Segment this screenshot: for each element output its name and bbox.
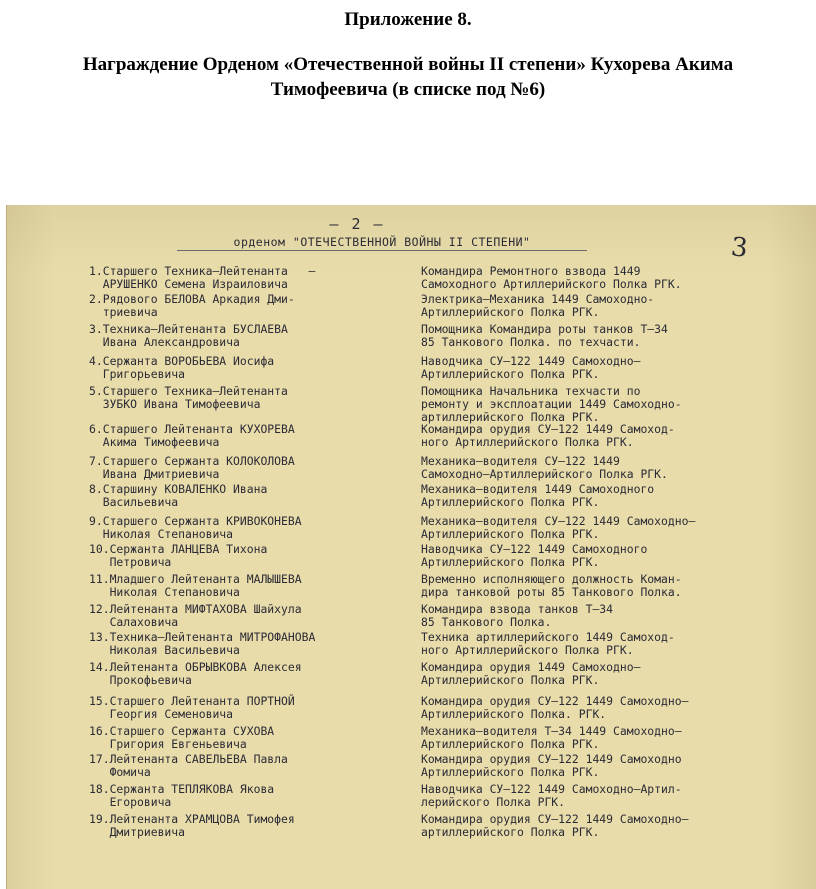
recipient-position-line: Механика–водителя Т–34 1449 Самоходно–	[421, 724, 682, 738]
recipient-position-line: Артиллерийского Полка РГК.	[421, 737, 600, 751]
recipient-name-line: 7.Старшего Сержанта КОЛОКОЛОВА	[89, 454, 295, 468]
handwritten-mark: 3	[729, 232, 750, 264]
recipient-name-line: Прокофьевича	[89, 673, 192, 687]
recipient-position-line: Механика–водителя СУ–122 1449 Самоходно–	[421, 514, 696, 528]
recipient-name-line: 12.Лейтенанта МИФТАХОВА Шайхула	[89, 602, 302, 616]
list-item	[7, 455, 816, 485]
recipient-name-line: 19.Лейтенанта ХРАМЦОВА Тимофея	[89, 812, 295, 826]
recipient-position-line: Артиллерийского Полка РГК.	[421, 305, 600, 319]
recipient-name-line: Николая Степановича	[89, 585, 240, 599]
recipient-position	[421, 753, 816, 779]
recipient-position	[421, 265, 816, 291]
recipient-name-line: Петровича	[89, 555, 172, 569]
recipient-name-line: Салаховича	[89, 615, 179, 629]
recipient-name-line: 18.Сержанта ТЕПЛЯКОВА Якова	[89, 782, 275, 796]
recipient-position-line: Самоходного Артиллерийского Полка РГК.	[421, 277, 682, 291]
recipient-name	[89, 603, 419, 629]
recipient-name-line: 16.Старшего Сержанта СУХОВА	[89, 724, 275, 738]
recipient-name	[89, 483, 419, 509]
recipient-name-line: 11.Младшего Лейтенанта МАЛЫШЕВА	[89, 572, 302, 586]
recipient-name-line: Ивана Дмитриевича	[89, 467, 220, 481]
recipient-position-line: Наводчика СУ–122 1449 Самоходного	[421, 542, 648, 556]
recipient-position	[421, 661, 816, 687]
recipient-position	[421, 725, 816, 751]
recipient-position-line: Наводчика СУ–122 1449 Самоходно–Артил-	[421, 782, 682, 796]
document-heading	[0, 8, 816, 102]
recipient-name-line: 3.Техника–Лейтенанта БУСЛАЕВА	[89, 322, 288, 336]
recipient-position-line: Командира орудия 1449 Самоходно–	[421, 660, 641, 674]
recipient-name	[89, 543, 419, 569]
list-item	[7, 293, 816, 323]
recipient-name-line: 17.Лейтенанта САВЕЛЬЕВА Павла	[89, 752, 288, 766]
list-item	[7, 265, 816, 295]
recipient-position	[421, 385, 816, 424]
appendix-title: Приложение 8.	[344, 9, 472, 30]
recipient-position-line: артиллерийского Полка РГК.	[421, 825, 600, 839]
recipient-name-line: АРУШЕНКО Семена Израиловича	[89, 277, 288, 291]
list-item	[7, 753, 816, 783]
recipient-name-line: 13.Техника–Лейтенанта МИТРОФАНОВА	[89, 630, 316, 644]
recipient-name-line: Егоровича	[89, 795, 172, 809]
recipient-position-line: Командира орудия СУ–122 1449 Самоходно–	[421, 694, 689, 708]
recipient-name	[89, 753, 419, 779]
recipient-position	[421, 695, 816, 721]
recipient-position-line: лерийского Полка РГК.	[421, 795, 566, 809]
list-item	[7, 725, 816, 755]
recipient-name-line: Дмитриевича	[89, 825, 186, 839]
recipient-position	[421, 355, 816, 381]
recipient-position-line: Артиллерийского Полка. РГК.	[421, 707, 607, 721]
recipient-name	[89, 631, 419, 657]
recipient-name-line: Васильевича	[89, 495, 179, 509]
recipient-position-line: артиллерийского Полка РГК.	[421, 410, 600, 424]
archival-document-scan	[6, 205, 816, 889]
recipient-position-line: Артиллерийского Полка РГК.	[421, 367, 600, 381]
recipient-position-line: ремонту и эксплоатации 1449 Самоходно-	[421, 397, 682, 411]
recipient-name	[89, 265, 419, 291]
recipient-name-line: Григорьевича	[89, 367, 186, 381]
recipient-position-line: Артиллерийского Полка РГК.	[421, 673, 600, 687]
recipient-name	[89, 515, 419, 541]
recipient-position-line: дира танковой роты 85 Танкового Полка.	[421, 585, 682, 599]
recipient-name-line: 14.Лейтенанта ОБРЫВКОВА Алексея	[89, 660, 302, 674]
recipient-position-line: Помощника Командира роты танков Т–34	[421, 322, 668, 336]
recipient-position-line: Командира Ремонтного взвода 1449	[421, 264, 641, 278]
recipient-name	[89, 661, 419, 687]
recipient-position-line: Артиллерийского Полка РГК.	[421, 765, 600, 779]
recipient-name-line: 4.Сержанта ВОРОБЬЕВА Иосифа	[89, 354, 275, 368]
recipient-name-line: ЗУБКО Ивана Тимофеевича	[89, 397, 261, 411]
recipient-position	[421, 483, 816, 509]
recipient-name-line: Николая Васильевича	[89, 643, 240, 657]
recipient-position	[421, 423, 816, 449]
recipient-name-line: 10.Сержанта ЛАНЦЕВА Тихона	[89, 542, 268, 556]
recipient-name	[89, 725, 419, 751]
recipient-name	[89, 813, 419, 839]
recipient-name-line: 9.Старшего Сержанта КРИВОКОНЕВА	[89, 514, 302, 528]
recipient-name-line: 8.Старшину КОВАЛЕНКО Ивана	[89, 482, 268, 496]
recipient-name-line: Григория Евгеньевича	[89, 737, 247, 751]
list-item	[7, 661, 816, 691]
recipient-name-line: Георгия Семеновича	[89, 707, 234, 721]
recipient-position	[421, 293, 816, 319]
recipient-name-line: 15.Старшего Лейтенанта ПОРТНОЙ	[89, 694, 295, 708]
recipient-name	[89, 695, 419, 721]
recipient-position	[421, 813, 816, 839]
scan-list-header: орденом "ОТЕЧЕСТВЕННОЙ ВОЙНЫ II СТЕПЕНИ"	[177, 235, 587, 251]
recipient-name-line: 5.Старшего Техника–Лейтенанта	[89, 384, 288, 398]
list-item	[7, 631, 816, 661]
recipient-name-line: триевича	[89, 305, 158, 319]
list-item	[7, 813, 816, 843]
recipient-name	[89, 355, 419, 381]
list-item	[7, 515, 816, 545]
recipient-position-line: Артиллерийского Полка РГК.	[421, 495, 600, 509]
recipient-name-line: Ивана Александровича	[89, 335, 240, 349]
recipient-position	[421, 631, 816, 657]
recipient-name	[89, 293, 419, 319]
recipient-position-line: Техника артиллерийского 1449 Самоход-	[421, 630, 675, 644]
award-title: Награждение Орденом «Отечественной войны II степени» Кухорева Акима Тимофеевича (в списке под №6)	[82, 54, 734, 100]
recipient-name	[89, 573, 419, 599]
list-item	[7, 573, 816, 603]
recipient-position-line: Командира орудия СУ–122 1449 Самоходно–	[421, 812, 689, 826]
recipient-position-line: Артиллерийского Полка РГК.	[421, 527, 600, 541]
recipient-name-line: Фомича	[89, 765, 151, 779]
recipient-position-line: Помощника Начальника техчасти по	[421, 384, 641, 398]
recipient-position-line: Командира орудия СУ–122 1449 Самоход-	[421, 422, 675, 436]
recipient-position-line: ного Артиллерийского Полка РГК.	[421, 435, 634, 449]
recipient-position	[421, 455, 816, 481]
list-item	[7, 543, 816, 573]
recipient-position-line: Артиллерийского Полка РГК.	[421, 555, 600, 569]
recipient-name	[89, 783, 419, 809]
recipient-position	[421, 783, 816, 809]
recipient-name-line: Николая Степановича	[89, 527, 234, 541]
recipient-position-line: Электрика–Механика 1449 Самоходно-	[421, 292, 655, 306]
recipient-position-line: Самоходно–Артиллерийского Полка РГК.	[421, 467, 668, 481]
recipient-position-line: Наводчика СУ–122 1449 Самоходно–	[421, 354, 641, 368]
recipient-name	[89, 385, 419, 411]
recipient-position-line: Командира орудия СУ–122 1449 Самоходно	[421, 752, 682, 766]
list-item	[7, 384, 816, 424]
recipient-name	[89, 323, 419, 349]
list-item	[7, 695, 816, 725]
recipient-position	[421, 323, 816, 349]
recipient-position	[421, 573, 816, 599]
recipient-position-line: Временно исполняющего должность Коман-	[421, 572, 682, 586]
recipient-position	[421, 603, 816, 629]
list-item	[7, 783, 816, 813]
list-item	[7, 323, 816, 353]
list-item	[7, 603, 816, 633]
recipient-position-line: ного Артиллерийского Полка РГК.	[421, 643, 634, 657]
list-item	[7, 355, 816, 385]
recipient-position-line: Командира взвода танков Т–34	[421, 602, 614, 616]
recipient-position	[421, 515, 816, 541]
recipient-name-line: Акима Тимофеевича	[89, 435, 220, 449]
scan-page-number: – 2 –	[329, 215, 385, 233]
recipient-position	[421, 543, 816, 569]
recipient-name-line: 2.Рядового БЕЛОВА Аркадия Дми-	[89, 292, 295, 306]
recipient-name	[89, 455, 419, 481]
recipient-name-line: 1.Старшего Техника–Лейтенанта –	[89, 264, 316, 278]
recipient-position-line: Механика–водителя 1449 Самоходного	[421, 482, 655, 496]
recipient-name	[89, 423, 419, 449]
recipient-position-line: Механика–водителя СУ–122 1449	[421, 454, 620, 468]
list-item	[7, 483, 816, 513]
recipient-position-line: 85 Танкового Полка.	[421, 615, 552, 629]
list-item	[7, 423, 816, 453]
recipient-name-line: 6.Старшего Лейтенанта КУХОРЕВА	[89, 422, 295, 436]
recipient-position-line: 85 Танкового Полка. по техчасти.	[421, 335, 641, 349]
